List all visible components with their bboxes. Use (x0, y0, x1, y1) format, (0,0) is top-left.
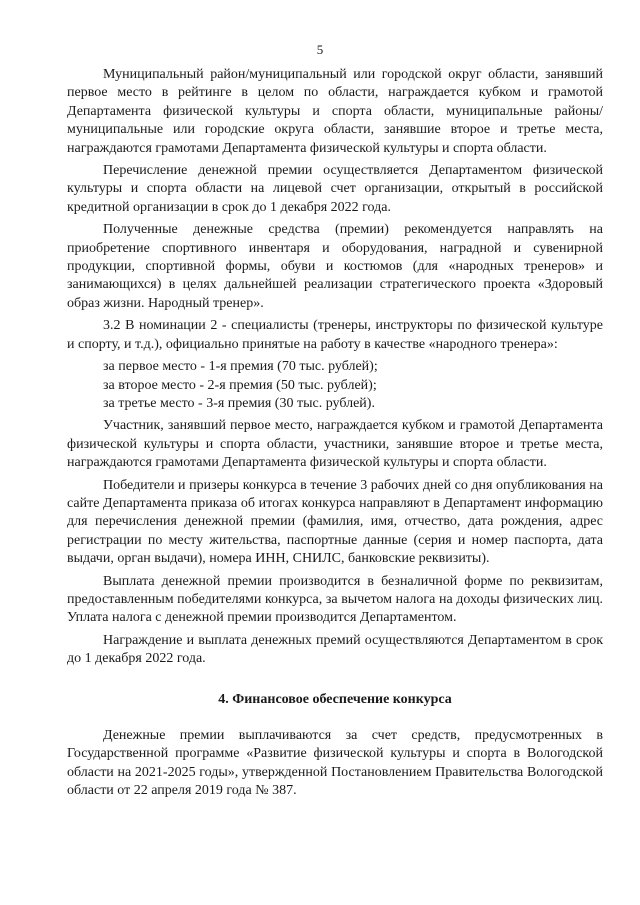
paragraph-financing: Денежные премии выплачиваются за счет средств, предусмотренных в Государственной программе «Развитие физической культуры и спорта в Вологодской области на 2021-2025 годы», утвержденной Постановлением Правительства Вологодской области от 22 апреля 2019 года № 387. (67, 728, 603, 799)
paragraph-funds-usage: Полученные денежные средства (премии) рекомендуется направлять на приобретение спортивного инвентаря и оборудования, наградной и сувенирной продукции, спортивной формы, обуви и костюмов (для «народных тренеров» и занимающихся) в целях дальнейшей реализации стратегического проекта «Здоровый образ жизни. Народный тренер». (67, 222, 603, 311)
paragraph-prize-transfer: Перечисление денежной премии осуществляется Департаментом физической культуры и спорта области на лицевой счет организации, открытый в российской кредитной организации в срок до 1 декабря 2022 года. (67, 163, 603, 215)
page-number: 5 (316, 42, 324, 57)
prize-item-second: за второе место - 2-я премия (50 тыс. рублей); (103, 377, 377, 393)
paragraph-deadline: Награждение и выплата денежных премий осуществляются Департаментом в срок до 1 декабря 2022 года. (67, 632, 603, 667)
section-heading-financing: 4. Финансовое обеспечение конкурса (218, 691, 452, 707)
prize-item-first: за первое место - 1-я премия (70 тыс. рублей); (103, 359, 378, 375)
paragraph-municipal-awards: Муниципальный район/муниципальный или городской округ области, занявший первое место в рейтинге в целом по области, награждается кубком и грамотой Департамента физической культуры и спорта области, муниципальные районы/муниципальные или городские округа области, занявшие второе и третье места, награждаются грамотами Департамента физической культуры и спорта области. (67, 67, 603, 156)
paragraph-winner-info: Победители и призеры конкурса в течение 3 рабочих дней со дня опубликования на сайте Департамента приказа об итогах конкурса направляют в Департамент информацию для перечисления денежной премии (фамилия, имя, отчество, дата рождения, адрес регистрации по месту жительства, паспортные данные (серия и номер паспорта, дата выдачи, орган выдачи), номера ИНН, СНИЛС, банковские реквизиты). (67, 477, 603, 567)
paragraph-nomination-2: 3.2 В номинации 2 - специалисты (тренеры, инструкторы по физической культуре и спорту, и т.д.), официально принятые на работу в качестве «народного тренера»: (67, 318, 603, 352)
document-body (67, 66, 603, 805)
prize-item-third: за третье место - 3-я премия (30 тыс. рублей). (103, 395, 375, 411)
paragraph-participant-awards: Участник, занявший первое место, награждается кубком и грамотой Департамента физической культуры и спорта области, участники, занявшие второе и третье места, награждаются грамотами Департамента физической культуры и спорта области. (67, 418, 603, 471)
paragraph-payment: Выплата денежной премии производится в безналичной форме по реквизитам, предоставленным победителями конкурса, за вычетом налога на доходы физических лиц. Уплата налога с денежной премии производится Департаментом. (67, 573, 603, 626)
